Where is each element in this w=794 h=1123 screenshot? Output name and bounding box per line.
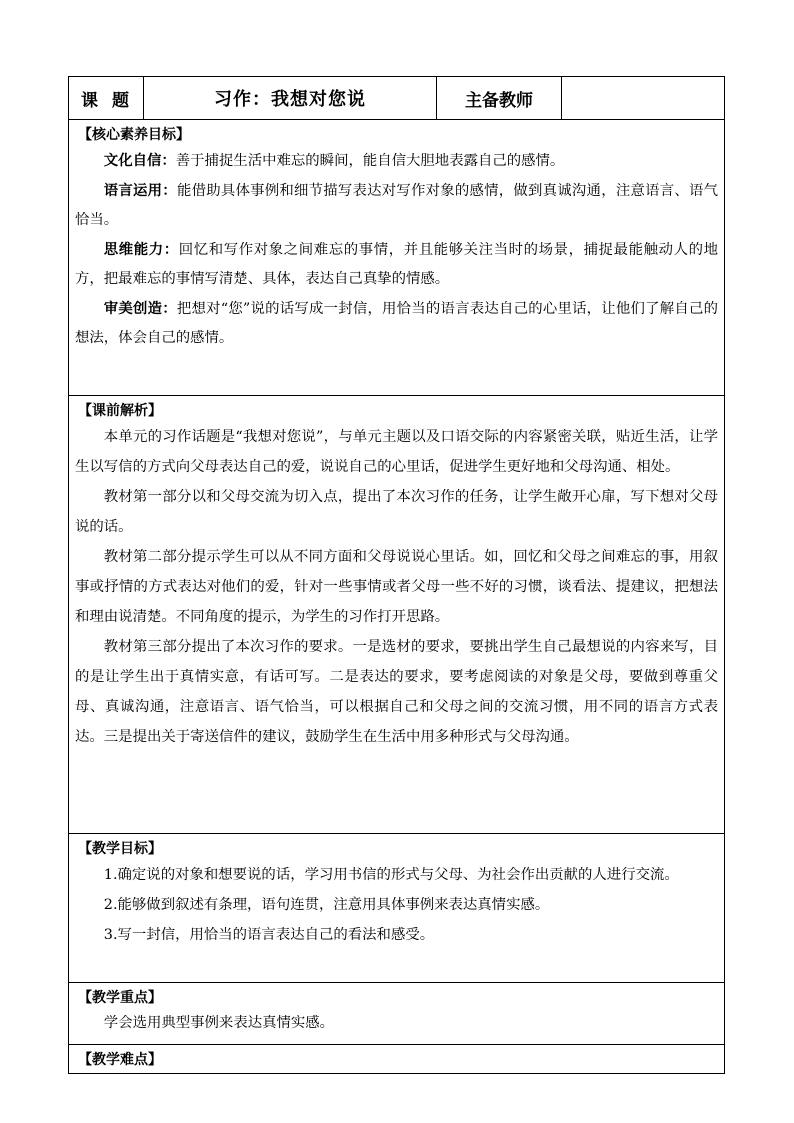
analysis-paragraph: 教材第三部分提出了本次习作的要求。一是选材的要求，要挑出学生自己最想说的内容来写，目的是让学生出于真情实意，有话可写。二是表达的要求，要考虑阅读的对象是父母，要做到尊重父母、真诚沟通，注意语言、语气恰当，可以根据自己和父母之间的交流习惯，用不同的语言方式表达。三是提出关于寄送信件的建议，鼓励学生在生活中用多种形式与父母沟通。 [75, 639, 718, 745]
analysis-paragraph: 教材第二部分提示学生可以从不同方面和父母说说心里话。如，回忆和父母之间难忘的事，用叙事或抒情的方式表达对他们的爱，针对一些事情或者父母一些不好的习惯，谈看法、提建议，把想法和理由说清楚。不同角度的提示，为学生的习作打开思路。 [75, 549, 718, 625]
key-point-section [69, 983, 724, 1045]
analysis-paragraph: 教材第一部分以和父母交流为切入点，提出了本次习作的任务，让学生敞开心扉，写下想对父母说的话。 [75, 489, 718, 535]
analysis-section [69, 396, 724, 834]
core-goal-text: 能借助具体事例和细节描写表达对写作对象的感情，做到真诚沟通，注意语言、语气恰当。 [75, 183, 718, 228]
core-goal-label: 思维能力： [103, 241, 179, 258]
teaching-goals-section [69, 834, 724, 983]
core-goals-section [69, 120, 724, 396]
core-goal-item [75, 235, 718, 294]
core-goal-text: 善于捕捉生活中难忘的瞬间，能自信大胆地表露自己的感情。 [175, 153, 565, 169]
core-goals-title: 【核心素养目标】 [78, 127, 190, 143]
teaching-goals-title: 【教学目标】 [78, 841, 162, 857]
core-goal-label: 审美创造： [103, 300, 177, 317]
difficulty-section [69, 1045, 724, 1073]
core-goal-item [75, 294, 718, 353]
core-goal-text: 回忆和写作对象之间难忘的事情，并且能够关注当时的场景，捕捉最能触动人的地方，把最难忘的事情写清楚、具体，表达自己真挚的情感。 [75, 242, 718, 287]
topic-value: 习作：我想对您说 [144, 77, 437, 119]
teaching-goal-item: 1.确定说的对象和想要说的话，学习用书信的形式与父母、为社会作出贡献的人进行交流。 [103, 867, 679, 883]
teaching-goal-item: 3.写一封信，用恰当的语言表达自己的看法和感受。 [103, 927, 435, 943]
topic-label: 课题 [69, 77, 144, 119]
core-goal-text: 把想对“您”说的话写成一封信，用恰当的语言表达自己的心里话，让他们了解自己的想法，体会自己的感情。 [75, 301, 718, 346]
lesson-plan-table [68, 76, 725, 1074]
core-goal-item [75, 176, 718, 235]
core-goal-label: 语言运用： [103, 182, 177, 199]
teacher-value [562, 77, 724, 119]
core-goal-item [75, 146, 718, 176]
header-row [69, 77, 724, 120]
difficulty-title: 【教学难点】 [78, 1052, 162, 1068]
teacher-label: 主备教师 [437, 77, 562, 119]
analysis-paragraph: 本单元的习作话题是“我想对您说”，与单元主题以及口语交际的内容紧密关联，贴近生活，让学生以写信的方式向父母表达自己的爱，说说自己的心里话，促进学生更好地和父母沟通、相处。 [75, 429, 718, 475]
key-point-text: 学会选用典型事例来表达真情实感。 [103, 1015, 335, 1031]
analysis-title: 【课前解析】 [78, 403, 162, 419]
teaching-goal-item: 2.能够做到叙述有条理，语句连贯，注意用具体事例来表达真情实感。 [103, 897, 550, 913]
key-point-title: 【教学重点】 [78, 990, 162, 1006]
core-goal-label: 文化自信： [103, 152, 176, 169]
